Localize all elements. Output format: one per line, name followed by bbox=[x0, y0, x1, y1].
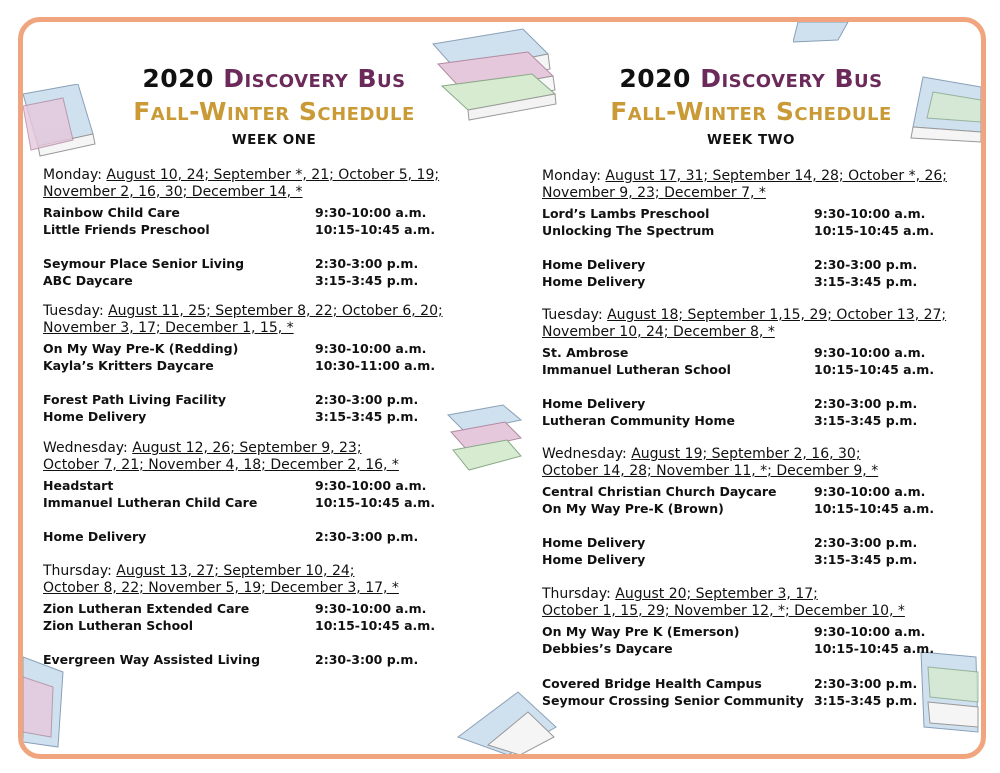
week-two-label: WEEK TWO bbox=[706, 132, 796, 148]
day-heading: Wednesday: August 19; September 2, 16, 30; October 14, 28; November 11, *; December 9, * bbox=[542, 446, 879, 479]
list-item: Home Delivery 2:30-3:00 p.m. bbox=[43, 529, 419, 544]
list-item: Unlocking The Spectrum 10:15-10:45 a.m. bbox=[542, 223, 935, 238]
list-item: ABC Daycare 3:15-3:45 p.m. bbox=[43, 273, 419, 288]
day-heading: Monday: August 17, 31; September 14, 28; October *, 26; November 9, 23; December 7, * bbox=[542, 168, 947, 201]
list-item: Lutheran Community Home 3:15-3:45 p.m. bbox=[542, 413, 918, 428]
day-heading: Thursday: August 20; September 3, 17; October 1, 15, 29; November 12, *; December 10, * bbox=[542, 586, 905, 619]
week-one-label: WEEK ONE bbox=[231, 132, 317, 148]
list-item: On My Way Pre K (Emerson) 9:30-10:00 a.m. bbox=[542, 624, 926, 639]
day-heading: Thursday: August 13, 27; September 10, 24; October 8, 22; November 5, 19; December 3, 17, * bbox=[43, 563, 399, 596]
list-item: Home Delivery 2:30-3:00 p.m. bbox=[542, 396, 918, 411]
list-item: Home Delivery 3:15-3:45 p.m. bbox=[542, 274, 918, 289]
week-one-tuesday bbox=[43, 303, 473, 424]
week-two-wednesday bbox=[542, 446, 972, 567]
week-one-wednesday bbox=[43, 440, 473, 544]
list-item: Central Christian Church Daycare 9:30-10:00 a.m. bbox=[542, 484, 926, 499]
day-heading: Tuesday: August 18; September 1,15, 29; October 13, 27; November 10, 24; December 8, * bbox=[542, 307, 947, 340]
list-item: Immanuel Lutheran School 10:15-10:45 a.m. bbox=[542, 362, 935, 377]
list-item: Seymour Crossing Senior Community 3:15-3:45 p.m. bbox=[542, 693, 918, 708]
list-item: Headstart 9:30-10:00 a.m. bbox=[43, 478, 427, 493]
list-item: Forest Path Living Facility 2:30-3:00 p.m. bbox=[43, 392, 419, 407]
list-item: Zion Lutheran School 10:15-10:45 a.m. bbox=[43, 618, 436, 633]
list-item: Covered Bridge Health Campus 2:30-3:00 p.m. bbox=[542, 676, 918, 691]
list-item: Rainbow Child Care 9:30-10:00 a.m. bbox=[43, 205, 427, 220]
list-item: Home Delivery 3:15-3:45 p.m. bbox=[542, 552, 918, 567]
list-item: Zion Lutheran Extended Care 9:30-10:00 a.m. bbox=[43, 601, 427, 616]
week-two-title: 2020 Discovery Bus bbox=[619, 64, 883, 93]
books-illustration-top-right-small bbox=[793, 22, 853, 44]
week-one-monday bbox=[43, 167, 473, 288]
list-item: Little Friends Preschool 10:15-10:45 a.m. bbox=[43, 222, 436, 237]
list-item: On My Way Pre-K (Redding) 9:30-10:00 a.m. bbox=[43, 341, 427, 356]
list-item: Kayla’s Kritters Daycare 10:30-11:00 a.m. bbox=[43, 358, 436, 373]
list-item: Home Delivery 2:30-3:00 p.m. bbox=[542, 535, 918, 550]
list-item: Lord’s Lambs Preschool 9:30-10:00 a.m. bbox=[542, 206, 926, 221]
schedule-frame bbox=[18, 17, 986, 759]
list-item: Immanuel Lutheran Child Care 10:15-10:45 a.m. bbox=[43, 495, 436, 510]
day-heading: Monday: August 10, 24; September *, 21; October 5, 19; November 2, 16, 30; December 14, * bbox=[43, 167, 440, 200]
week-two-thursday bbox=[542, 586, 972, 708]
list-item: Debbies’s Daycare 10:15-10:45 a.m. bbox=[542, 641, 935, 656]
list-item: Seymour Place Senior Living 2:30-3:00 p.m. bbox=[43, 256, 419, 271]
list-item: Evergreen Way Assisted Living 2:30-3:00 p.m. bbox=[43, 652, 419, 667]
week-one-thursday bbox=[43, 563, 473, 667]
week-two-subtitle: Fall-Winter Schedule bbox=[610, 97, 892, 126]
day-heading: Wednesday: August 12, 26; September 9, 23; October 7, 21; November 4, 18; December 2, 16, * bbox=[43, 440, 399, 473]
list-item: Home Delivery 3:15-3:45 p.m. bbox=[43, 409, 419, 424]
day-heading: Tuesday: August 11, 25; September 8, 22; October 6, 20; November 3, 17; December 1, 15, * bbox=[43, 303, 443, 336]
week-two-tuesday bbox=[542, 307, 972, 428]
week-two-monday bbox=[542, 168, 972, 289]
list-item: Home Delivery 2:30-3:00 p.m. bbox=[542, 257, 918, 272]
list-item: On My Way Pre-K (Brown) 10:15-10:45 a.m. bbox=[542, 501, 935, 516]
list-item: St. Ambrose 9:30-10:00 a.m. bbox=[542, 345, 926, 360]
week-one-subtitle: Fall-Winter Schedule bbox=[133, 97, 415, 126]
week-one-title: 2020 Discovery Bus bbox=[142, 64, 406, 93]
